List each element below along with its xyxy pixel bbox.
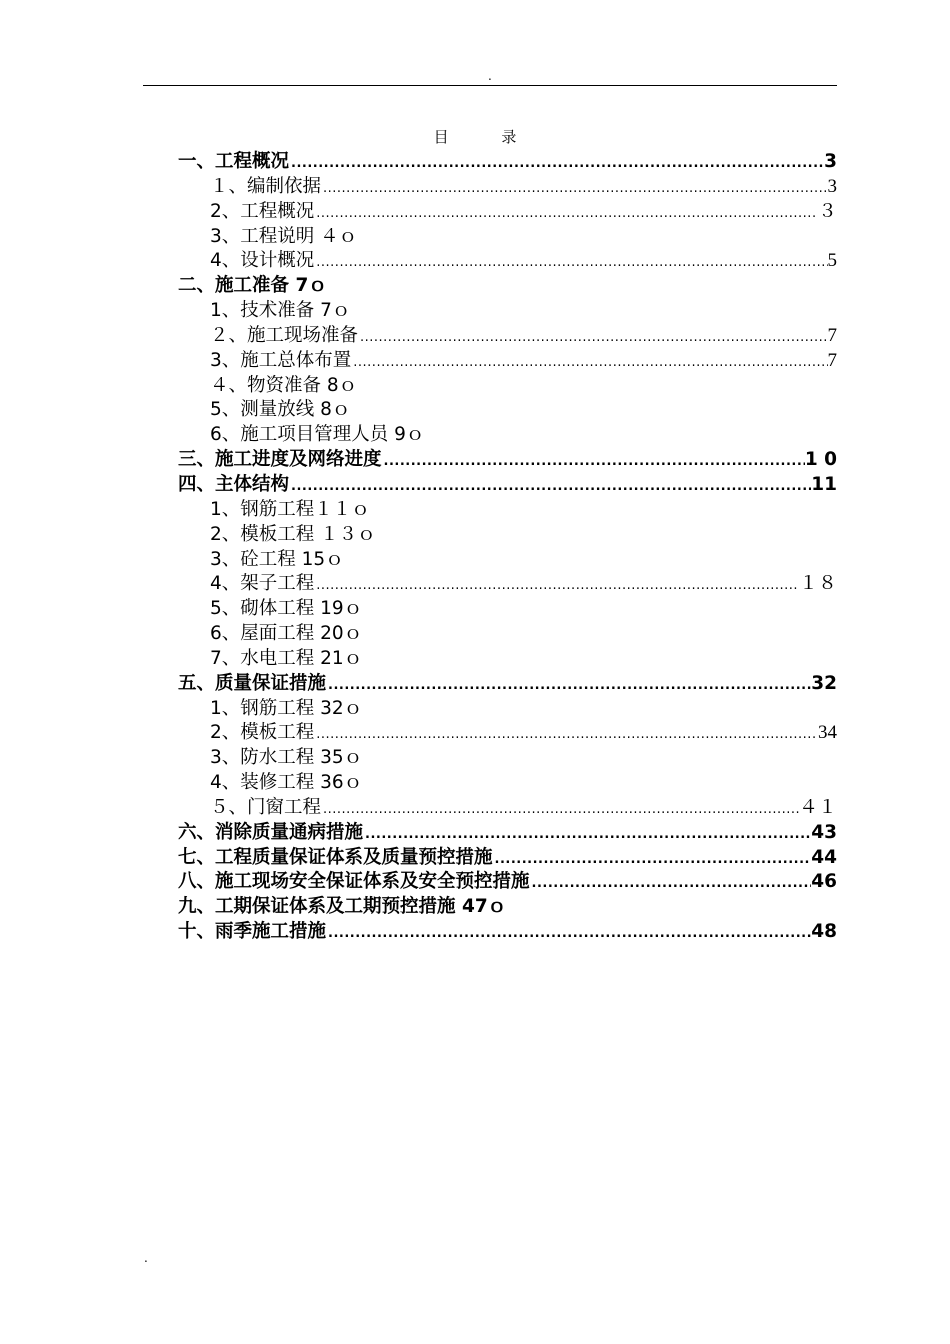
toc-page-number: 48 bbox=[811, 921, 837, 943]
toc-chapter-entry[interactable] bbox=[178, 150, 837, 175]
toc-entry-label: 二、施工准备 7ｏ bbox=[178, 275, 327, 297]
toc-entry-label: 五、质量保证措施 bbox=[178, 672, 327, 694]
toc-chapter-entry[interactable] bbox=[178, 448, 837, 473]
toc-section-entry[interactable] bbox=[178, 423, 837, 448]
toc-dot-leader bbox=[360, 326, 827, 351]
toc-dot-leader bbox=[316, 251, 827, 276]
toc-dot-leader bbox=[291, 152, 824, 177]
toc-section-entry[interactable] bbox=[178, 523, 837, 548]
toc-page-number: １８ bbox=[798, 573, 837, 595]
toc-entry-label: 1、钢筋工程１１ｏ bbox=[210, 498, 370, 520]
toc-dot-leader bbox=[316, 202, 818, 227]
toc-section-entry[interactable] bbox=[178, 622, 837, 647]
toc-entry-label: 4、设计概况 bbox=[210, 250, 315, 272]
toc-page-number: 1 0 bbox=[804, 449, 837, 471]
toc-dot-leader bbox=[328, 674, 811, 699]
toc-section-entry[interactable] bbox=[178, 572, 837, 597]
toc-section-entry[interactable] bbox=[178, 349, 837, 374]
toc-section-entry[interactable] bbox=[178, 200, 837, 225]
toc-page-number: ３ bbox=[817, 200, 837, 222]
toc-section-entry[interactable] bbox=[178, 398, 837, 423]
toc-page-number: 46 bbox=[811, 871, 837, 893]
toc-entry-label: 七、工程质量保证体系及质量预控措施 bbox=[178, 846, 493, 868]
toc-chapter-entry[interactable] bbox=[178, 846, 837, 871]
toc-entry-label: 3、防水工程 35ｏ bbox=[210, 747, 363, 769]
toc-page-number: 11 bbox=[811, 473, 837, 495]
toc-page-number: 32 bbox=[811, 672, 837, 694]
toc-entry-label: 1、技术准备 7ｏ bbox=[210, 300, 351, 322]
toc-chapter-entry[interactable] bbox=[178, 895, 837, 920]
toc-page-number: 43 bbox=[811, 821, 837, 843]
toc-dot-leader bbox=[365, 823, 811, 848]
toc-chapter-entry[interactable] bbox=[178, 870, 837, 895]
toc-section-entry[interactable] bbox=[178, 697, 837, 722]
toc-dot-leader bbox=[316, 723, 818, 748]
toc-entry-label: ４、物资准备 8ｏ bbox=[210, 374, 358, 396]
toc-entry-label: ５、门窗工程 bbox=[210, 796, 322, 818]
toc-entry-label: 2、模板工程 bbox=[210, 722, 315, 744]
toc-page-number: 34 bbox=[818, 722, 837, 744]
toc-section-entry[interactable] bbox=[178, 175, 837, 200]
toc-entry-label: 5、砌体工程 19ｏ bbox=[210, 598, 363, 620]
toc-entry-label: 十、雨季施工措施 bbox=[178, 921, 327, 943]
toc-entry-label: 6、施工项目管理人员 9ｏ bbox=[210, 424, 425, 446]
header-mark: . bbox=[488, 69, 492, 83]
toc-entry-label: 3、施工总体布置 bbox=[210, 349, 352, 371]
toc-section-entry[interactable] bbox=[178, 771, 837, 796]
toc-entry-label: 九、工期保证体系及工期预控措施 47ｏ bbox=[178, 896, 507, 918]
toc-entry-label: 四、主体结构 bbox=[178, 473, 290, 495]
toc-section-entry[interactable] bbox=[178, 597, 837, 622]
toc-entry-label: １、编制依据 bbox=[210, 175, 322, 197]
toc-dot-leader bbox=[353, 351, 827, 376]
toc-entry-label: 5、测量放线 8ｏ bbox=[210, 399, 351, 421]
toc-section-entry[interactable] bbox=[178, 548, 837, 573]
toc-page-number: 5 bbox=[827, 250, 837, 272]
toc-section-entry[interactable] bbox=[178, 299, 837, 324]
toc-entry-label: 4、架子工程 bbox=[210, 573, 315, 595]
toc-entry-label: 6、屋面工程 20ｏ bbox=[210, 623, 363, 645]
toc-section-entry[interactable] bbox=[178, 796, 837, 821]
toc-section-entry[interactable] bbox=[178, 249, 837, 274]
toc-section-entry[interactable] bbox=[178, 498, 837, 523]
toc-page-number: 7 bbox=[827, 349, 837, 371]
toc-entry-label: 3、砼工程 15ｏ bbox=[210, 548, 344, 570]
toc-entry-label: 3、工程说明 ４ｏ bbox=[210, 225, 358, 247]
toc-section-entry[interactable] bbox=[178, 647, 837, 672]
toc-entry-label: ２、施工现场准备 bbox=[210, 324, 359, 346]
toc-entry-label: 4、装修工程 36ｏ bbox=[210, 772, 363, 794]
toc-section-entry[interactable] bbox=[178, 225, 837, 250]
toc-page-number: 44 bbox=[811, 846, 837, 868]
footer-mark: . bbox=[144, 1251, 148, 1265]
toc-chapter-entry[interactable] bbox=[178, 920, 837, 945]
table-of-contents bbox=[178, 150, 837, 945]
toc-chapter-entry[interactable] bbox=[178, 672, 837, 697]
toc-section-entry[interactable] bbox=[178, 374, 837, 399]
toc-page-number: 7 bbox=[827, 324, 837, 346]
toc-dot-leader bbox=[328, 922, 811, 947]
toc-dot-leader bbox=[323, 798, 799, 823]
toc-dot-leader bbox=[316, 574, 799, 599]
toc-entry-label: 六、消除质量通病措施 bbox=[178, 821, 364, 843]
toc-dot-leader bbox=[323, 177, 827, 202]
header-rule bbox=[143, 85, 837, 86]
toc-entry-label: 一、工程概况 bbox=[178, 151, 290, 172]
toc-chapter-entry[interactable] bbox=[178, 274, 837, 299]
toc-entry-label: 2、模板工程 １３ｏ bbox=[210, 523, 376, 545]
toc-chapter-entry[interactable] bbox=[178, 473, 837, 498]
toc-section-entry[interactable] bbox=[178, 721, 837, 746]
toc-entry-label: 八、施工现场安全保证体系及安全预控措施 bbox=[178, 871, 530, 893]
toc-chapter-entry[interactable] bbox=[178, 821, 837, 846]
toc-dot-leader bbox=[532, 872, 812, 897]
toc-dot-leader bbox=[495, 848, 812, 873]
toc-entry-label: 7、水电工程 21ｏ bbox=[210, 647, 363, 669]
toc-title: 目 录 bbox=[433, 128, 541, 146]
toc-dot-leader bbox=[291, 475, 811, 500]
toc-entry-label: 三、施工进度及网络进度 bbox=[178, 449, 382, 471]
toc-dot-leader bbox=[384, 450, 805, 475]
toc-page-number: 3 bbox=[827, 175, 837, 197]
toc-entry-label: 2、工程概况 bbox=[210, 200, 315, 222]
toc-section-entry[interactable] bbox=[178, 746, 837, 771]
toc-section-entry[interactable] bbox=[178, 324, 837, 349]
toc-page-number: ４１ bbox=[798, 796, 837, 818]
toc-page-number: 3 bbox=[824, 151, 837, 172]
toc-entry-label: 1、钢筋工程 32ｏ bbox=[210, 697, 363, 719]
